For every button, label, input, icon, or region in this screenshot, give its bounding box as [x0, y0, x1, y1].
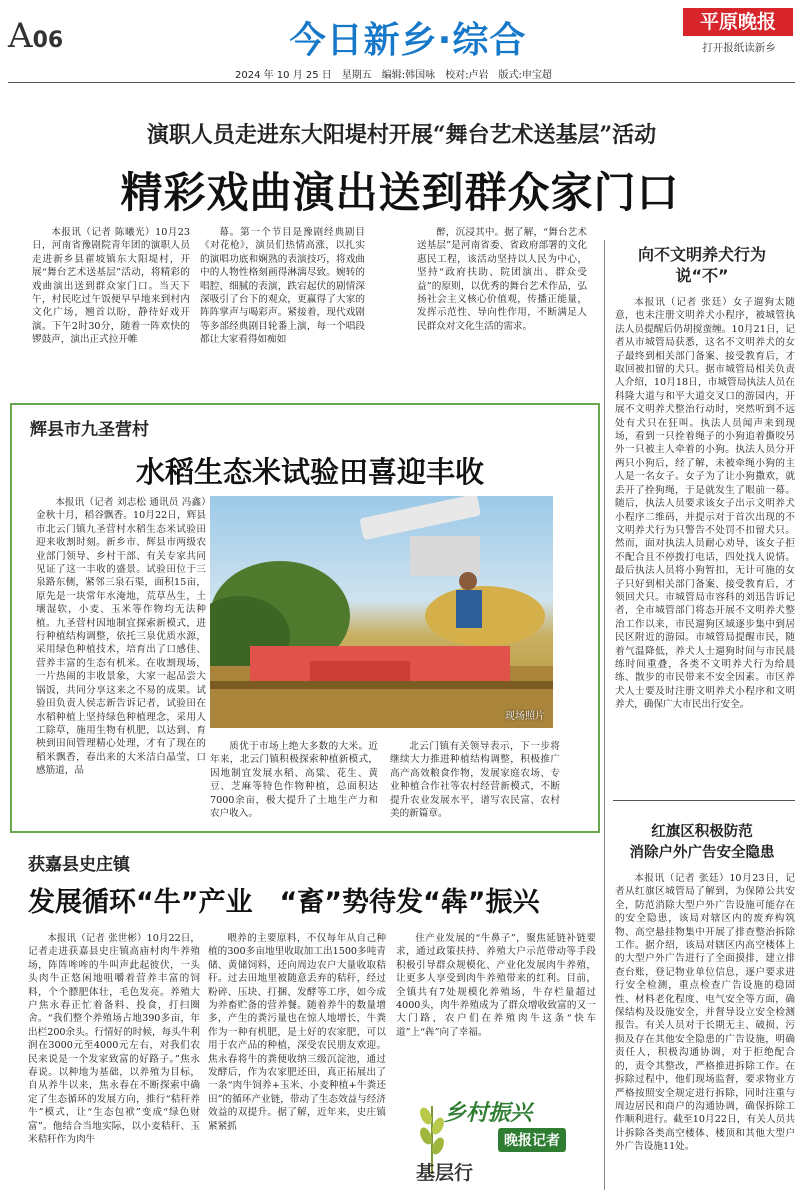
cattle-col-3: 住产业发展的“牛鼻子”，聚焦延链补链要求，通过政策扶持、养殖大户示范带动等手段积极引导群众规模化、产业化发展肉牛养殖，让更多人享受到肉牛养殖带来的红利。目前，全镇共有7处规模化养殖场，牛存栏量超过4000头，肉牛养殖成为了群众增收致富的又一大门路，农户们在养殖肉牛这条“快车道”上“犇”向了幸福。: [396, 933, 596, 1038]
photo-caption: 现场照片: [505, 711, 545, 722]
lead-col-1: 本报讯（记者 陈曦光）10月23日，河南省豫剧院青年团的演职人员走进新乡县翟坡镇东大阳堤村，开展“舞台艺术送基层”活动，将精彩的戏曲演出送到群众家门口。当天下午，村民吃过午饭便早早地来到村内文化广场，翘首以盼，静待好戏开演。下午2时30分，随着一阵欢快的锣鼓声，演出正式拉开帷: [32, 227, 190, 346]
rice-col-1: 本报讯（记者 刘志松 通讯员 冯鑫）金秋十月，稻谷飘香。10月22日，辉县市北云门镇九圣营村水稻生态米试验田迎来收割时刻。新乡市、辉县市两级农业部门领导、乡村干部、有关专家共同见证了这一丰收的盛景。试验田位于三泉路东侧，紧邻三泉石渠，面积15亩，原先是一块常年水淹地，荒草丛生，土壤湿软，小麦、玉米等作物均无法种植。九圣营村因地制宜探索新模式，进行种植结构调整，依托三泉优质水源，采用绿色种植技术，培育出了口感佳、营养丰富的生态有机米。在收割现场，一片热闹的丰收景象，大家一起品尝大锅饭，共同分享这来之不易的成果。试验田负责人侯志新告诉记者，试验田在水稻种植上坚持绿色种植理念，采用人工除草，施用生物有机肥，以达到、育秧到田间管理精心处理，才有了现在的稻米飘香，春出来的大米洁白晶莹，口感筋道，品: [36, 497, 206, 777]
badge-line-3: 基层行: [416, 1162, 474, 1184]
rice-col-2: 质优于市场上绝大多数的大米。近年来，北云门镇积极探索种植新模式，因地制宜发展水稻、高粱、花生、黄豆、芝麻等特色作物种植，总面积达7000余亩，极大提升了土地生产力和农户收入。: [210, 741, 378, 820]
cattle-headline: 发展循环“牛”产业 “畜”势待发“犇”振兴: [28, 887, 540, 918]
cattle-col-2: 喂养的主要原料，不仅每年从自己种植的300多亩地里收取加工出1500多吨青储、黄储饲料，还向周边农户大量收取秸秆。过去田地里被随意丢弃的秸秆，经过粉碎、压块、打捆、发酵等工序，如今成为养畜贮备的营养餐。随着养牛的数量增多，产生的粪污量也在惊人地增长，牛粪作为一种有机肥，是土好的农家肥，可以用于农产品的种植，深受农民朋友欢迎。焦永春将牛的粪便收纳三级沉淀池，通过发酵后，作为农家肥还田，真正拓展出了一条“肉牛饲养+玉米、小麦种植+牛粪还田”的循环产业链，带动了生态效益与经济效益的双提升。据了解，近年来，史庄镇紧紧抓: [208, 933, 386, 1132]
cattle-col-1: 本报讯（记者 张世彬）10月22日，记者走进获嘉县史庄镇高庙村肉牛养殖场，阵阵哞哞的牛叫声此起彼伏，一头头肉牛正悠闲地咀嚼着营养丰富的饲料，个个膘肥体壮，毛色发亮。养殖大户焦永春正忙着备料、投食，打扫圈舍。“我们整个养殖场占地390多亩，年出栏200余头。行情好的时候，每头牛利润在3000元至4000元左右，对我们农民来说是一个发家致富的好路子。”焦永春说。以种地为基础，以养殖为目标，自从养牛以来，焦永春在不断探索中确定了生态循环的发展方向，推行“秸秆养牛”模式，让“生态包袱”变成“绿色财富”。他结合当地实际，以小麦秸秆、玉米秸秆作为肉牛: [28, 933, 200, 1146]
ads-headline: 红旗区积极防范 消除户外广告安全隐患: [629, 824, 775, 861]
rice-harvest-illustration: [210, 496, 553, 728]
rural-revitalization-badge: [402, 1092, 592, 1194]
page-number: A06: [8, 16, 64, 56]
rice-photo: [210, 496, 553, 728]
lead-kicker: 演职人员走进东大阳堤村开展“舞台艺术送基层”活动: [146, 122, 657, 148]
rice-headline: 水稻生态米试验田喜迎丰收: [135, 455, 484, 489]
masthead: [0, 0, 803, 84]
badge-line-2: 晚报记者: [498, 1128, 566, 1152]
dog-headline: 向不文明养犬行为 说“不”: [637, 245, 766, 285]
ads-body: 本报讯（记者 张廷）10月23日，记者从红旗区城管局了解到，为保障公共安全，防范消除大型户外广告设施可能存在的安全隐患，该局对辖区内的废弃构筑物、高空悬挂物集中开展了排查整治拆除工作。据介绍，该局对辖区内高空楼体上的大型户外广告进行了全面摸排，建立排查台账，登记物业单位信息，逐户要求进行安全检测，重点检查广告设施的稳固性、材料老化程度、电气安全等方面，确保结构及设施安全，并督导设立安全检测报告。有关人员对于长期无主、破损、污损及存在其他安全隐患的广告设施，明确责任人，积极沟通协调，对于拒绝配合的，责令其整改，严格推进拆除工作。在拆除过程中，他们现场监督，要求物业方严格按照安全规定进行拆除，同时注重与周边居民和商户的沟通协调，确保拆除工作顺利进行。截至10月22日，有关人员共计拆除各类高空楼体、楼顶和其他大型户外广告设施11处。: [615, 873, 795, 1153]
section-title: 今日新乡·综合: [289, 20, 527, 61]
right-column-divider: [604, 240, 605, 1190]
right-col-rule: [613, 800, 795, 801]
masthead-rule: [8, 82, 795, 83]
dateline: 2024 年 10 月 25 日 星期五 编辑:韩国咏 校对:卢岩 版式:申宝超: [235, 70, 552, 81]
paper-slogan: 打开报纸读新乡: [702, 42, 776, 54]
rice-kicker: 辉县市九圣营村: [30, 420, 149, 440]
cattle-kicker: 获嘉县史庄镇: [28, 855, 130, 875]
dog-body: 本报讯（记者 张廷）女子遛狗太随意，也未注册文明养犬小程序，被城管执法人员提醒后仍胡搅蛮缠。10月21日，记者从市城管局获悉，这名不文明养犬的女子最终到相关部门备案、接受教育后，才取回被扣留的犬只。据市城管局相关负责人介绍，10月18日，市城管局执法人员在科隆大道与和平大道交叉口的游园内，开展不文明养犬整治行动时，突然听到不远处有犬只在狂叫。执法人员闻声来到现场，看到一只拴着绳子的小狗追着撕咬另外一只被主人牵着的小狗。执法人员分开两只小狗后，经了解，未被牵绳小狗的主人是一名女子。女子为了让小狗撒欢，就丢开了拴狗绳，于是就发生了眼前一幕。随后，执法人员要求该女子出示文明养犬小程序二维码，并提示对于首次出现的不文明养犬行为只警告不处罚不扣留犬只。然而，面对执法人员耐心劝导，该女子拒不配合且不停拨打电话，四处找人说情。最后执法人员将小狗暂扣，无计可施的女子只好到相关部门备案、接受教育后，才领回犬只。市城管局市容科的刘迅告诉记者，全市城管部门将态开展不文明养犬整治工作以来，市民遛狗区域逐步集中到居民区附近的游园。市城管局提醒市民，随着气温降低，养犬人士遛狗时间与市民晨练时间重叠，各类不文明养犬行为给晨练、散步的市民带来不安全因素。市区养犬人士要及时注册文明养犬小程序和文明养犬，确保广大市民出行安全。: [615, 297, 795, 711]
lead-col-3: 醉，沉浸其中。据了解，“舞台艺术送基层”是河南省委、省政府部署的文化惠民工程，该活动坚持以人民为中心，坚持“政府扶助、院团演出、群众受益”的原则，以优秀的舞台艺术作品，弘扬社会主义核心价值观，传播正能量，发挥示范性、导向性作用，不断满足人民群众对文化生活的需求。: [417, 227, 587, 332]
badge-line-1: 乡村振兴: [444, 1100, 533, 1126]
rice-col-3: 北云门镇有关领导表示，下一步将继续大力推进种植结构调整，积极推广高产高效粮食作物，发展家庭农场、专业种植合作社等农村经营新模式，不断提升农业发展水平，谱写农民富、农村美的新篇章。: [390, 741, 560, 820]
paper-logo: 平原晚报: [683, 8, 793, 36]
lead-headline: 精彩戏曲演出送到群众家门口: [120, 168, 680, 217]
lead-col-2: 幕。第一个节目是豫剧经典剧目《对花枪》，演员们热情高涨，以扎实的演唱功底和娴熟的表演技巧，将戏曲中的人物性格刻画得淋漓尽致。婉转的唱腔、细腻的表演，跌宕起伏的剧情深深吸引了台下的观众，更赢得了大家的阵阵掌声与喝彩声。紧接着，现代戏剧等多部经典剧目轮番上演，每一个唱段都让大家看得如痴如: [200, 227, 365, 346]
